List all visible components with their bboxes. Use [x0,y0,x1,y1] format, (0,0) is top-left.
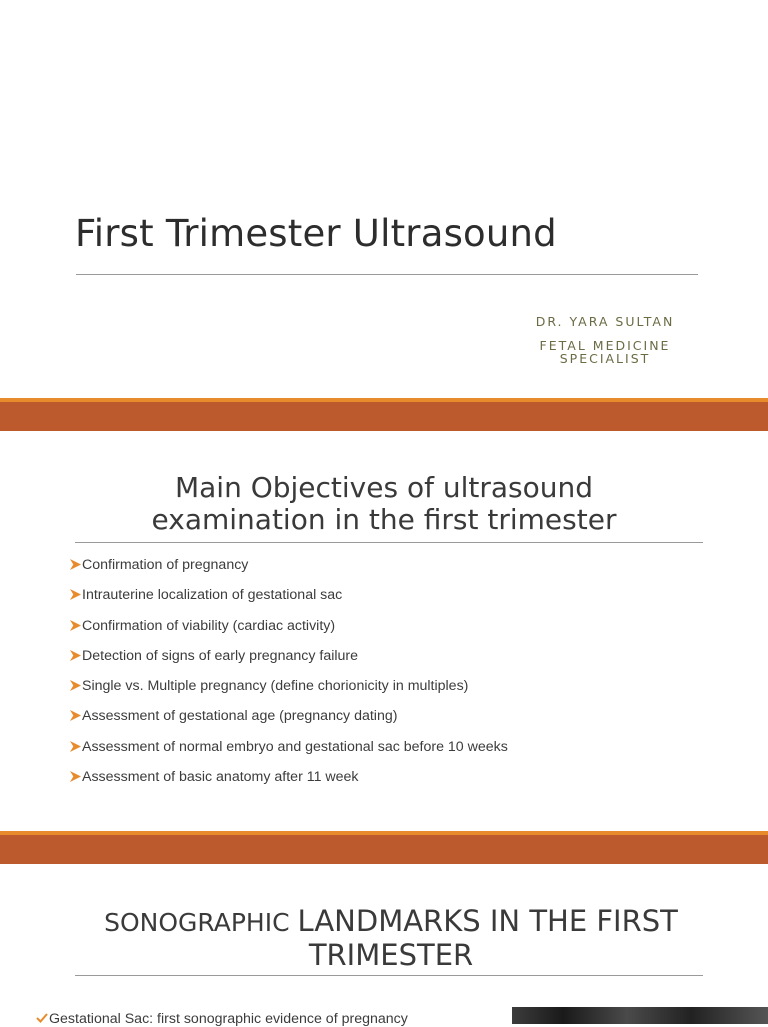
list-item: Assessment of basic anatomy after 11 week [70,769,508,799]
slide-separator-band [0,831,768,864]
list-item: Detection of signs of early pregnancy failure [70,648,508,678]
arrow-bullet-icon [70,559,81,570]
objectives-list [70,557,508,799]
landmarks-title [0,905,768,971]
slide-separator-band [0,398,768,431]
objectives-divider [75,542,703,543]
arrow-bullet-icon [70,589,81,600]
list-item: Gestational Sac: first sonographic evidence of pregnancy [36,1011,408,1027]
author-name: DR. YARA SULTAN [535,314,675,329]
arrow-bullet-icon [70,620,81,631]
objectives-title-line1: Main Objectives of ultrasound [174,471,594,504]
title-divider [76,274,698,275]
objectives-title-line2: examination in the first trimester [151,503,617,536]
arrow-bullet-icon [70,771,81,782]
checkmark-icon [36,1012,48,1024]
arrow-bullet-icon [70,680,81,691]
objectives-title [0,472,768,536]
landmarks-title-line1: SONOGRAPHIC LANDMARKS IN THE FIRST [104,904,678,938]
author-role-line2: SPECIALIST [559,351,651,366]
list-item: Confirmation of viability (cardiac activity) [70,618,508,648]
arrow-bullet-icon [70,650,81,661]
list-item: Confirmation of pregnancy [70,557,508,587]
list-item: Assessment of gestational age (pregnancy dating) [70,708,508,738]
list-item: Single vs. Multiple pregnancy (define chorionicity in multiples) [70,678,508,708]
slide-title: First Trimester Ultrasound [75,212,557,255]
landmarks-divider [75,975,703,976]
list-item: Assessment of normal embryo and gestational sac before 10 weeks [70,739,508,769]
arrow-bullet-icon [70,710,81,721]
list-item: Intrauterine localization of gestational sac [70,587,508,617]
ultrasound-image [512,1007,768,1024]
author-role-line1: FETAL MEDICINE [539,338,671,353]
landmarks-title-line2: TRIMESTER [308,938,474,972]
title-slide [0,0,768,398]
arrow-bullet-icon [70,741,81,752]
